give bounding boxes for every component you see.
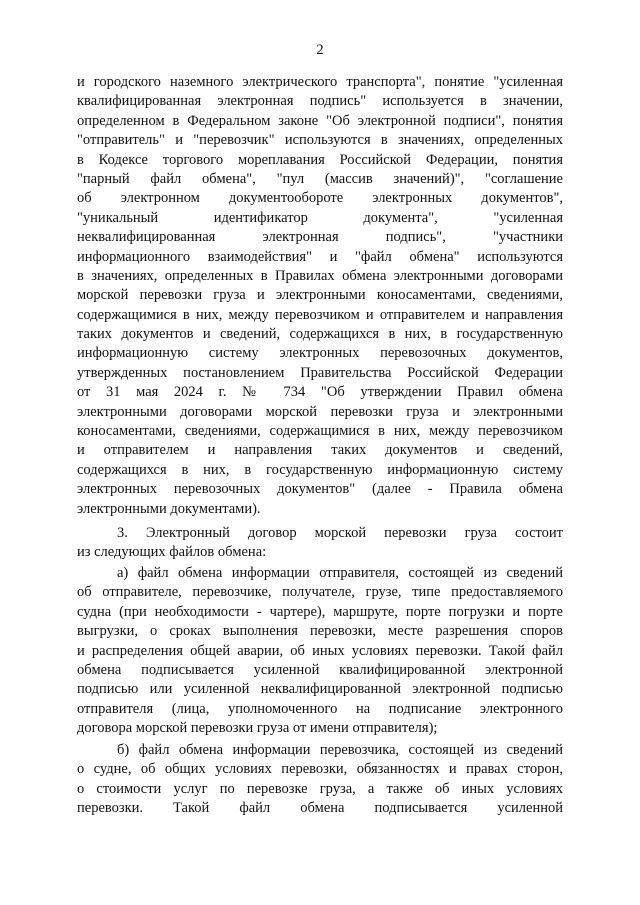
paragraph-subitem-b xyxy=(77,741,563,819)
text-line: и городского наземного электрического транспорта", понятие "усиленная xyxy=(77,74,563,90)
text-line: "парный файл обмена", "пул (массив значений)", "соглашение xyxy=(77,170,563,187)
text-line: квалифицированная электронная подпись" используется в значении, xyxy=(77,93,563,110)
text-line: коносаментами, сведениями, содержащимися в них, между перевозчиком xyxy=(77,423,563,440)
text-line: отправителя (лица, уполномоченного на подписание электронного xyxy=(77,700,563,717)
text-line: "уникальный идентификатор документа", "усиленная xyxy=(77,209,563,226)
text-line: выгрузки, о сроках выполнения перевозки, месте разрешения споров xyxy=(77,623,563,640)
text-line: утвержденных постановлением Правительства Российской Федерации xyxy=(77,364,563,381)
text-line: содержащихся в них, в государственную информационную систему xyxy=(77,461,563,478)
text-line: и распределения общей аварии, об иных условиях перевозки. Такой файл xyxy=(77,642,563,659)
text-line: об электронном документообороте электронных документов", xyxy=(77,190,563,207)
text-line: подписью или усиленной неквалифицированной электронной подписью xyxy=(77,681,563,698)
paragraph-definitions xyxy=(77,73,563,519)
text-line: и отправителем и направления таких документов и сведений, xyxy=(77,442,563,459)
text-line: в значениях, определенных в Правилах обмена электронными договорами xyxy=(77,267,563,284)
page-number: 2 xyxy=(316,42,324,58)
text-line: в Кодексе торгового мореплавания Российской Федерации, понятия xyxy=(77,151,563,168)
text-line: информационного взаимодействия" и "файл обмена" используются xyxy=(77,248,563,265)
text-line: морской перевозки груза и электронными коносаментами, сведениями, xyxy=(77,287,563,304)
text-line: электронными договорами морской перевозки груза и электронными xyxy=(77,403,563,420)
text-line: от 31 мая 2024 г. № 734 "Об утверждении Правил обмена xyxy=(77,384,563,401)
text-line: таких документов и сведений, содержащихся в них, в государственную xyxy=(77,326,563,343)
text-line: об отправителе, перевозчике, получателе, грузе, типе предоставляемого xyxy=(77,584,563,601)
paragraph-subitem-a xyxy=(77,564,563,739)
text-line: договора морской перевозки груза от имени отправителя); xyxy=(77,720,438,737)
text-line: обмена подписывается усиленной квалифицированной электронной xyxy=(77,661,563,678)
text-line: о судне, об общих условиях перевозки, обязанностях и правах сторон, xyxy=(77,761,563,778)
text-line: а) файл обмена информации отправителя, состоящей из сведений xyxy=(117,565,563,581)
text-line: электронными документами). xyxy=(77,500,261,517)
text-line: электронных перевозочных документов" (далее - Правила обмена xyxy=(77,481,563,498)
text-line: о стоимости услуг по перевозке груза, а также об иных условиях xyxy=(77,780,563,797)
text-line: неквалифицированная электронная подпись", "участники xyxy=(77,229,563,246)
text-line: определенном в Федеральном законе "Об электронной подписи", понятия xyxy=(77,112,563,129)
text-line: б) файл обмена информации перевозчика, состоящей из сведений xyxy=(117,742,563,758)
text-line: 3. Электронный договор морской перевозки груза состоит xyxy=(117,525,563,541)
text-line: информационную систему электронных перевозочных документов, xyxy=(77,345,563,362)
text-line: перевозки. Такой файл обмена подписывается усиленной xyxy=(77,800,563,817)
text-line: содержащимися в них, между перевозчиком и отправителем и направления xyxy=(77,306,563,323)
text-line: "отправитель" и "перевозчик" используются в значениях, определенных xyxy=(77,132,563,149)
text-line: из следующих файлов обмена: xyxy=(77,544,267,561)
paragraph-item-3 xyxy=(77,524,563,563)
text-line: судна (при необходимости - чартере), маршруте, порте погрузки и порте xyxy=(77,603,563,620)
